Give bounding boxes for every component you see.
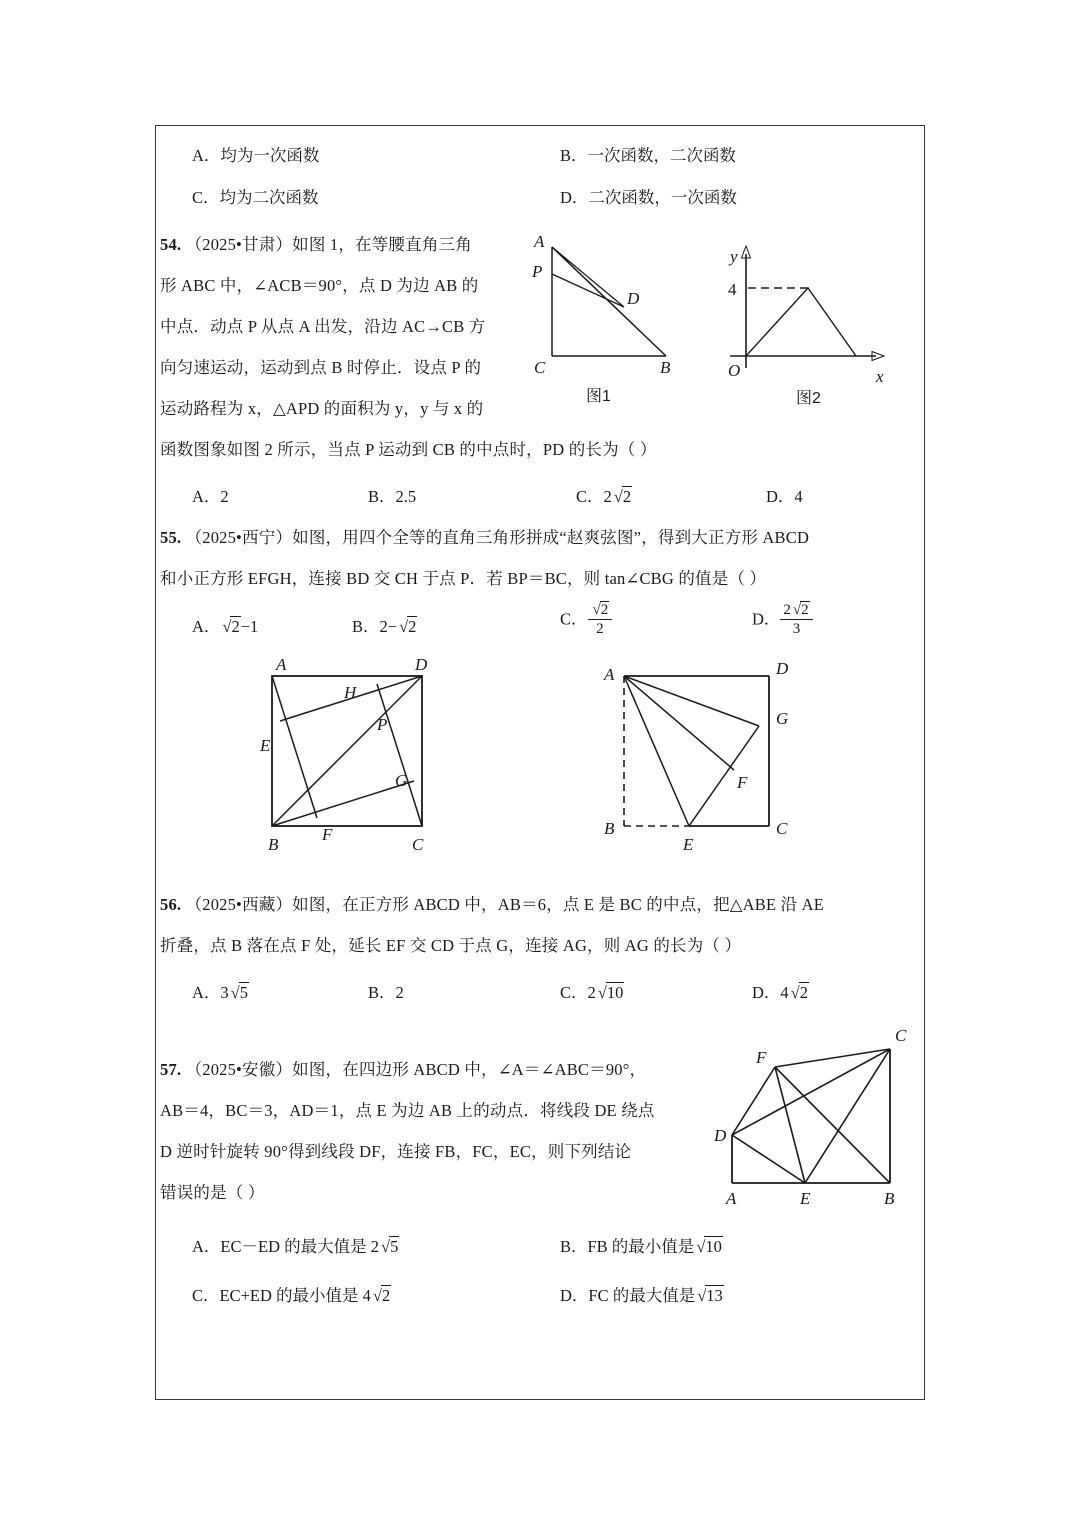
question-55-figure-right xyxy=(594,658,809,858)
question-57-option-c-prefix: C．EC+ED 的最小值是 4 xyxy=(192,1286,371,1305)
q55-left-label-P: P xyxy=(377,715,388,734)
sqrt-icon: √2 xyxy=(792,602,809,618)
question-56-line-1 xyxy=(160,886,824,924)
question-56-option-d-prefix: D．4 xyxy=(752,983,789,1002)
question-57-source: （2025•安徽） xyxy=(185,1060,293,1079)
prev-option-c: C．均为二次函数 xyxy=(192,188,319,207)
q55-left-label-F: F xyxy=(322,825,333,844)
figure-2-origin-label: O xyxy=(728,361,741,380)
q57-label-D: D xyxy=(714,1126,727,1145)
q57-label-F: F xyxy=(756,1048,767,1067)
question-56-option-c-prefix: C．2 xyxy=(560,983,596,1002)
question-54-source: （2025•甘肃） xyxy=(185,235,293,254)
q55-right-label-D: D xyxy=(776,659,789,678)
q55-left-label-A: A xyxy=(276,655,287,674)
q55-left-label-H: H xyxy=(344,683,357,702)
question-57-option-b-prefix: B．FB 的最小值是 xyxy=(560,1237,695,1256)
q55-right-label-C: C xyxy=(776,819,788,838)
question-54-option-b: B．2.5 xyxy=(368,487,417,506)
question-56-option-a-prefix: A．3 xyxy=(192,983,229,1002)
sqrt-icon: √2 xyxy=(790,983,808,1002)
question-57-line-2: AB＝4，BC＝3，AD＝1，点 E 为边 AB 上的动点．将线段 DE 绕点 xyxy=(160,1101,655,1120)
question-54-option-c xyxy=(576,483,632,507)
question-54-option-a: A．2 xyxy=(192,487,229,506)
q55-right-label-B: B xyxy=(604,819,615,838)
question-55-option-a xyxy=(192,613,258,637)
question-55-line-1 xyxy=(160,519,809,557)
question-55-option-a-prefix: A． xyxy=(192,617,221,636)
question-54-line-5: 运动路程为 x，△APD 的面积为 y，y 与 x 的 xyxy=(160,399,484,418)
worksheet-page-border xyxy=(155,125,925,1400)
fraction: $\frac{√2}{2}$ xyxy=(588,602,613,637)
figure-2-axis-x-label: x xyxy=(876,367,884,386)
figure-2-caption: 图2 xyxy=(796,390,821,407)
question-57-figure xyxy=(712,1019,917,1209)
question-55-option-c xyxy=(560,603,612,638)
worksheet-content xyxy=(156,126,926,1401)
question-55-source: （2025•西宁） xyxy=(185,528,293,547)
question-54-option-c-prefix: C．2 xyxy=(576,487,612,506)
sqrt-icon: √2 xyxy=(399,617,417,636)
sqrt-icon: √10 xyxy=(696,1237,722,1256)
question-56-option-a xyxy=(192,979,249,1003)
question-55-option-b-prefix: B．2− xyxy=(352,617,398,636)
question-55-option-d xyxy=(752,603,813,638)
question-55-line-2: 和小正方形 EFGH，连接 BD 交 CH 于点 P．若 BP＝BC，则 tan∠CBG 的值是（ ） xyxy=(160,569,767,588)
question-55-number: 55. xyxy=(160,528,182,547)
question-55-option-c-prefix: C． xyxy=(560,609,588,629)
question-54-line-3: 中点．动点 P 从点 A 出发，沿边 AC→CB 方 xyxy=(160,317,486,336)
question-56-option-b: B．2 xyxy=(368,983,404,1002)
sqrt-icon: √10 xyxy=(597,983,624,1002)
sqrt-icon: √13 xyxy=(697,1286,723,1305)
question-57-number: 57. xyxy=(160,1060,182,1079)
q55-right-label-E: E xyxy=(683,835,694,854)
question-55-body-1: 如图，用四个全等的直角三角形拼成“赵爽弦图”，得到大正方形 ABCD xyxy=(292,528,810,547)
q55-left-label-B: B xyxy=(268,835,279,854)
question-57-line-3: D 逆时针旋转 90°得到线段 DF，连接 FB，FC，EC，则下列结论 xyxy=(160,1142,632,1161)
sqrt-icon: √5 xyxy=(381,1237,399,1256)
question-57-option-d-prefix: D．FC 的最大值是 xyxy=(560,1286,696,1305)
question-57-option-d xyxy=(560,1282,724,1306)
figure-2-tick-value: 4 xyxy=(728,280,737,299)
question-54-figure-2 xyxy=(708,236,898,411)
question-54-figure-1 xyxy=(528,234,688,409)
question-54-line-6: 函数图象如图 2 所示，当点 P 运动到 CB 的中点时，PD 的长为（ ） xyxy=(160,440,657,459)
question-54-number: 54. xyxy=(160,235,182,254)
q57-label-E: E xyxy=(800,1189,811,1208)
figure-2-axis-y-label: y xyxy=(730,247,738,266)
question-55-option-b xyxy=(352,613,417,637)
sqrt-icon: √2 xyxy=(613,487,632,506)
q55-right-label-A: A xyxy=(604,665,615,684)
question-56-option-d xyxy=(752,979,809,1003)
question-57-line-1 xyxy=(160,1051,646,1089)
q55-left-label-C: C xyxy=(412,835,424,854)
question-56-option-c xyxy=(560,979,624,1003)
q55-left-label-E: E xyxy=(260,736,271,755)
prev-option-b: B．一次函数，二次函数 xyxy=(560,146,737,165)
q57-label-B: B xyxy=(884,1189,895,1208)
figure-1-caption: 图1 xyxy=(586,388,611,405)
question-57-option-b xyxy=(560,1233,723,1257)
figure-1-label-C: C xyxy=(534,358,546,377)
figure-1-label-A: A xyxy=(534,232,545,251)
question-55-option-d-prefix: D． xyxy=(752,609,781,629)
figure-1-label-B: B xyxy=(660,358,671,377)
prev-option-d: D．二次函数，一次函数 xyxy=(560,188,737,207)
question-55-option-a-suffix: −1 xyxy=(240,617,259,636)
sqrt-icon: √2 xyxy=(222,617,240,636)
question-57-line-4: 错误的是（ ） xyxy=(160,1183,265,1202)
figure-1-label-D: D xyxy=(627,289,640,308)
sqrt-icon: √2 xyxy=(372,1286,391,1305)
question-54-option-d: D．4 xyxy=(766,487,803,506)
question-54-body-1: 如图 1，在等腰直角三角 xyxy=(292,235,472,254)
question-56-body-1: 如图，在正方形 ABCD 中，AB＝6，点 E 是 BC 的中点，把△ABE 沿 AE xyxy=(292,895,825,914)
sqrt-icon: √2 xyxy=(592,602,609,618)
q57-label-C: C xyxy=(895,1026,907,1045)
question-56-line-2: 折叠，点 B 落在点 F 处，延长 EF 交 CD 于点 G，连接 AG，则 AG 的长为（ ） xyxy=(160,936,742,955)
question-54-line-4: 向匀速运动，运动到点 B 时停止．设点 P 的 xyxy=(160,358,482,377)
figure-1-label-P: P xyxy=(532,262,543,281)
question-55-figure-left xyxy=(252,655,452,858)
prev-option-a: A．均为一次函数 xyxy=(192,146,320,165)
question-54-line-2: 形 ABC 中，∠ACB＝90°，点 D 为边 AB 的 xyxy=(160,276,479,295)
q55-left-label-G: G xyxy=(395,771,408,790)
question-57-body-1: 如图，在四边形 ABCD 中，∠A＝∠ABC＝90°， xyxy=(292,1060,647,1079)
q55-right-label-G: G xyxy=(776,709,789,728)
question-57-option-a-prefix: A．EC－ED 的最大值是 2 xyxy=(192,1237,379,1256)
question-56-number: 56. xyxy=(160,895,182,914)
q55-right-label-F: F xyxy=(737,773,748,792)
question-57-option-c xyxy=(192,1282,391,1306)
q57-label-A: A xyxy=(726,1189,737,1208)
fraction: $\frac{2 √2}{3}$ xyxy=(780,602,812,637)
q55-left-label-D: D xyxy=(415,655,428,674)
question-56-source: （2025•西藏） xyxy=(185,895,293,914)
question-57-option-a xyxy=(192,1233,399,1257)
sqrt-icon: √5 xyxy=(230,983,248,1002)
question-54-line-1 xyxy=(160,226,472,264)
